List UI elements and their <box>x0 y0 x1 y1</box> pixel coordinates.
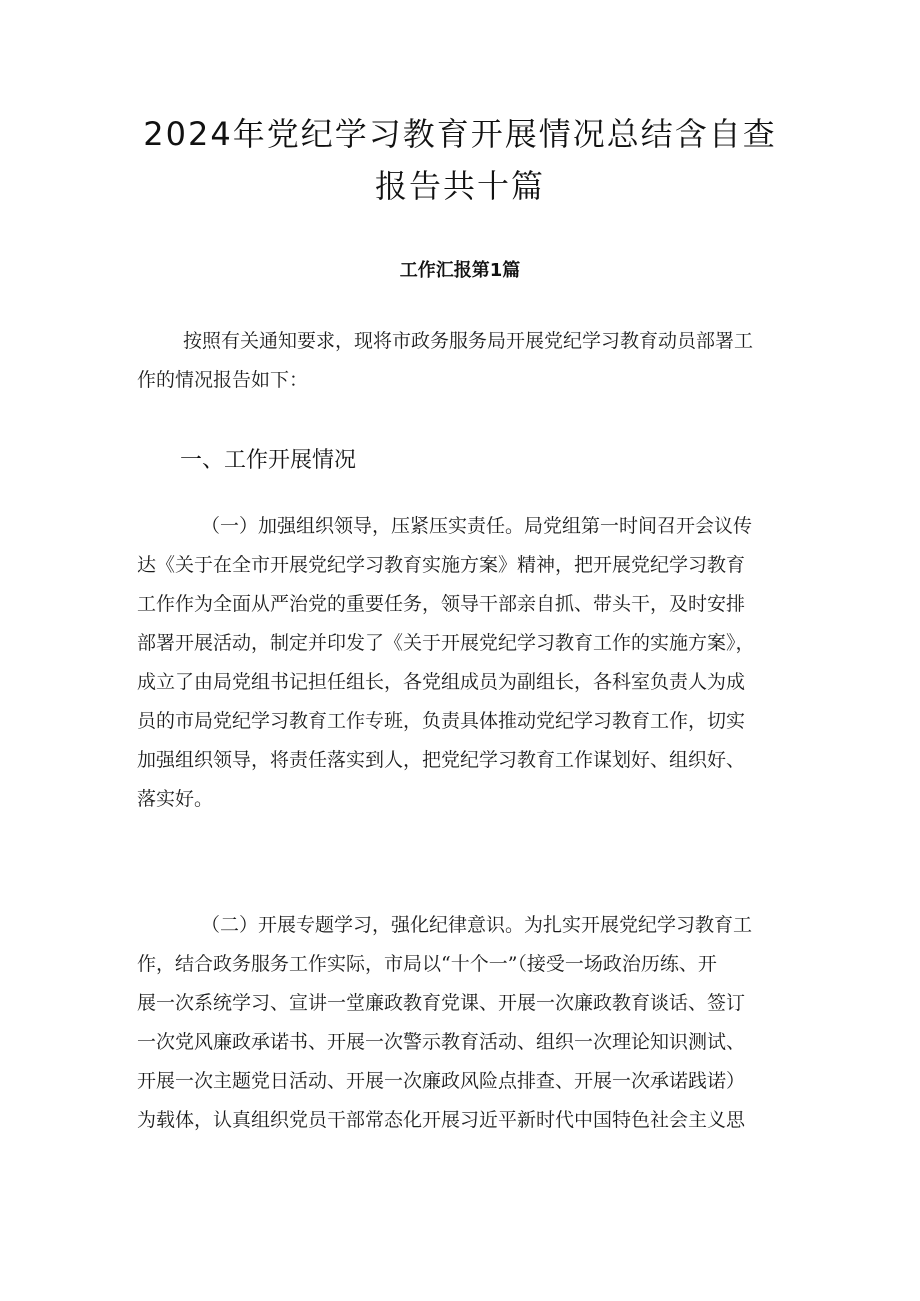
paragraph-line: 按照有关通知要求，现将市政务服务局开展党纪学习教育动员部署工 <box>183 330 754 352</box>
paragraph-line: （一）加强组织领导，压紧压实责任。局党组第一时间召开会议传 <box>201 515 753 537</box>
document-subtitle: 工作汇报第1篇 <box>399 260 521 281</box>
document-title-line-1: 2024年党纪学习教育开展情况总结含自查 <box>143 115 777 153</box>
paragraph-line: 部署开展活动，制定并印发了《关于开展党纪学习教育工作的实施方案》， <box>137 632 755 654</box>
paragraph-line: 为载体，认真组织党员干部常态化开展习近平新时代中国特色社会主义思 <box>137 1109 746 1131</box>
paragraph-line: 一次党风廉政承诺书、开展一次警示教育活动、组织一次理论知识测试、 <box>137 1031 746 1053</box>
paragraph-line: 工作作为全面从严治党的重要任务，领导干部亲自抓、带头干，及时安排 <box>137 593 746 615</box>
paragraph-line: 落实好。 <box>137 788 214 810</box>
body-paragraph-2 <box>137 906 787 1140</box>
intro-paragraph <box>137 322 787 400</box>
paragraph-line: 作，结合政务服务工作实际，市局以“十个一”（接受一场政治历练、开 <box>137 953 717 975</box>
paragraph-line: 开展一次主题党日活动、开展一次廉政风险点排查、开展一次承诺践诺） <box>137 1070 746 1092</box>
paragraph-line: 成立了由局党组书记担任组长，各党组成员为副组长，各科室负责人为成 <box>137 671 746 693</box>
paragraph-line: 作的情况报告如下： <box>137 369 309 391</box>
paragraph-line: 达《关于在全市开展党纪学习教育实施方案》精神，把开展党纪学习教育 <box>137 554 746 576</box>
paragraph-line: 员的市局党纪学习教育工作专班，负责具体推动党纪学习教育工作，切实 <box>137 710 746 732</box>
section-heading: 一、工作开展情况 <box>180 448 357 473</box>
paragraph-line: （二）开展专题学习，强化纪律意识。为扎实开展党纪学习教育工 <box>201 914 753 936</box>
body-paragraph-1 <box>137 507 787 819</box>
paragraph-line: 展一次系统学习、宣讲一堂廉政教育党课、开展一次廉政教育谈话、签订 <box>137 992 746 1014</box>
document-title-line-2: 报告共十篇 <box>374 167 545 205</box>
paragraph-line: 加强组织领导，将责任落实到人，把党纪学习教育工作谋划好、组织好、 <box>137 749 746 771</box>
